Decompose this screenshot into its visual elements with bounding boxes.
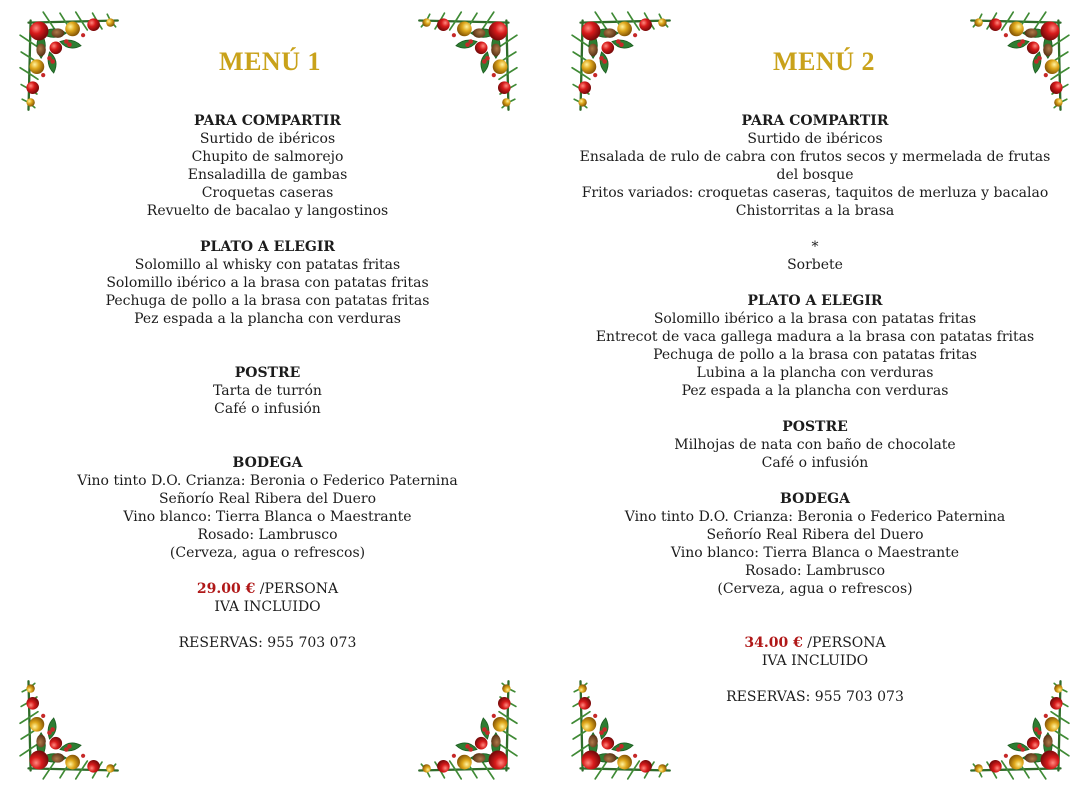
menu-section-para-compartir — [0, 112, 535, 220]
menu-item: Rosado: Lambrusco — [744, 563, 886, 579]
menu-item: Chistorritas a la brasa — [735, 203, 895, 219]
menu-2-panel — [540, 0, 1080, 808]
menu-content — [570, 112, 1060, 706]
price-block — [570, 634, 1060, 670]
menu-section-bodega — [570, 490, 1060, 598]
menu-item: Sorbete — [787, 257, 843, 273]
section-heading: BODEGA — [780, 491, 850, 507]
menu-item: Revuelto de bacalao y langostinos — [146, 203, 389, 219]
christmas-ornament-bottom-right-icon — [414, 676, 519, 781]
menu-section-postre — [0, 364, 535, 418]
menu-item: Solomillo ibérico a la brasa con patatas fritas — [653, 311, 977, 327]
menu-item: Solomillo al whisky con patatas fritas — [134, 257, 401, 273]
menu-content — [0, 112, 535, 652]
menu-item: Chupito de salmorejo — [191, 149, 344, 165]
menu-item: Fritos variados: croquetas caseras, taquitos de merluza y bacalao — [581, 185, 1049, 201]
menu-item: Vino blanco: Tierra Blanca o Maestrante — [123, 509, 412, 525]
menu-item: Señorío Real Ribera del Duero — [706, 527, 924, 543]
section-heading: PARA COMPARTIR — [194, 113, 341, 129]
menu-title: MENÚ 1 — [219, 47, 321, 76]
section-heading: PLATO A ELEGIR — [199, 239, 336, 255]
christmas-ornament-bottom-left-icon — [18, 676, 123, 781]
menu-item: Pechuga de pollo a la brasa con patatas fritas — [653, 347, 977, 363]
price-block — [0, 580, 535, 616]
price-unit: /PERSONA — [802, 635, 886, 651]
menu-section-plato-a-elegir — [0, 238, 535, 328]
menu-item: Pez espada a la plancha con verduras — [134, 311, 401, 327]
menu-item: Entrecot de vaca gallega madura a la brasa con patatas fritas — [595, 329, 1035, 345]
menu-item: Lubina a la plancha con verduras — [696, 365, 934, 381]
menu-item: Croquetas caseras — [201, 185, 334, 201]
menu-item: Café o infusión — [761, 455, 869, 471]
reservations-phone: RESERVAS: 955 703 073 — [178, 635, 357, 651]
menu-item: Ensaladilla de gambas — [187, 167, 348, 183]
menu-item: Vino tinto D.O. Crianza: Beronia o Federico Paternina — [624, 509, 1006, 525]
menu-item: Café o infusión — [214, 401, 321, 417]
menu-item: (Cerveza, agua o refrescos) — [717, 581, 913, 597]
menu-item: Pez espada a la plancha con verduras — [681, 383, 949, 399]
menu-item: Rosado: Lambrusco — [197, 527, 338, 543]
price-unit: /PERSONA — [255, 581, 339, 597]
asterisk-divider: * — [811, 239, 819, 255]
menu-section-sorbete — [570, 238, 1060, 274]
section-heading: POSTRE — [234, 365, 301, 381]
menu-item: Surtido de ibéricos — [747, 131, 883, 147]
menu-section-bodega — [0, 454, 535, 562]
menu-item: Vino tinto D.O. Crianza: Beronia o Federico Paternina — [77, 473, 458, 489]
menu-item: (Cerveza, agua o refrescos) — [169, 545, 366, 561]
menu-section-postre — [570, 418, 1060, 472]
menu-item: Pechuga de pollo a la brasa con patatas fritas — [105, 293, 430, 309]
menu-section-para-compartir — [570, 112, 1060, 220]
reservations-phone: RESERVAS: 955 703 073 — [726, 689, 904, 705]
menu-item: Milhojas de nata con baño de chocolate — [674, 437, 956, 453]
section-heading: POSTRE — [782, 419, 848, 435]
menu-section-plato-a-elegir — [570, 292, 1060, 400]
menu-item: Surtido de ibéricos — [199, 131, 336, 147]
price-amount: 29.00 € — [196, 581, 256, 597]
menu-item: Tarta de turrón — [213, 383, 322, 399]
price-amount: 34.00 € — [744, 635, 803, 651]
section-heading: PLATO A ELEGIR — [747, 293, 883, 309]
section-heading: BODEGA — [232, 455, 303, 471]
tax-note: IVA INCLUIDO — [214, 599, 321, 615]
menu-title: MENÚ 2 — [773, 47, 875, 76]
menu-item: Ensalada de rulo de cabra con frutos secos y mermelada de frutas del bosque — [579, 149, 1051, 183]
menu-item: Señorío Real Ribera del Duero — [158, 491, 377, 507]
section-heading: PARA COMPARTIR — [741, 113, 889, 129]
menu-item: Vino blanco: Tierra Blanca o Maestrante — [670, 545, 960, 561]
tax-note: IVA INCLUIDO — [761, 653, 869, 669]
price-line — [570, 634, 1060, 652]
price-line — [0, 580, 535, 598]
menu-item: Solomillo ibérico a la brasa con patatas fritas — [106, 275, 429, 291]
